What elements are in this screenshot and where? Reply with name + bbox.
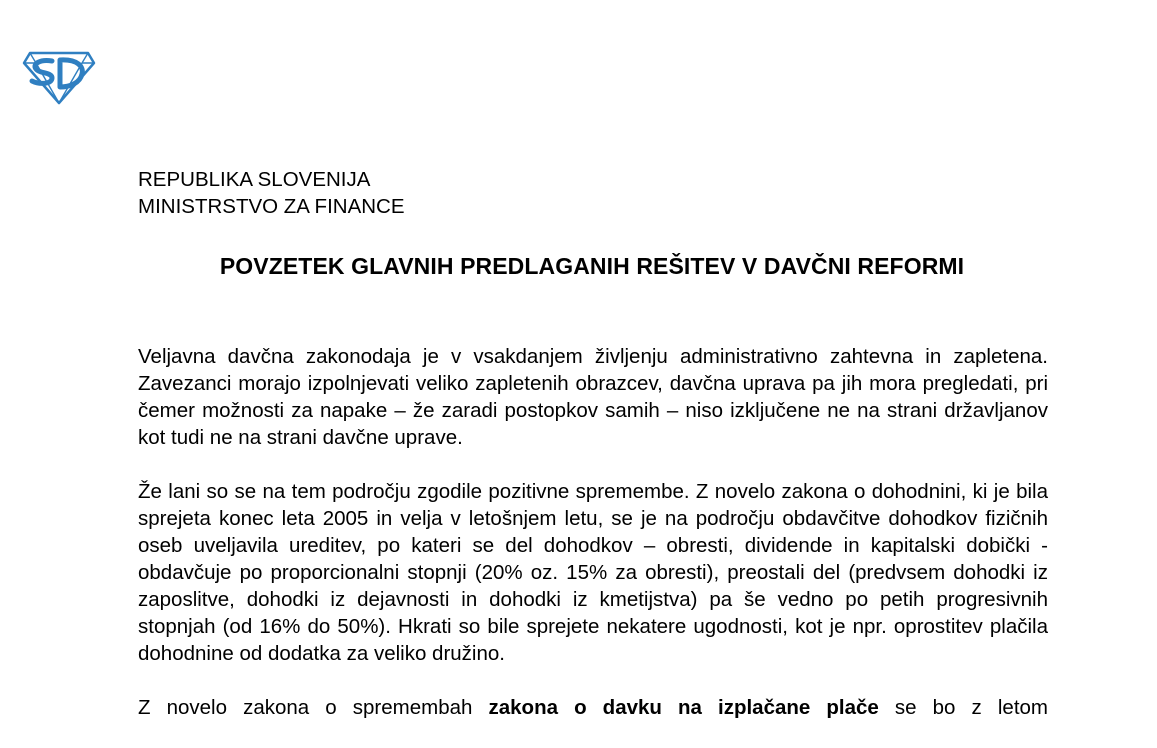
header-republic: REPUBLIKA SLOVENIJA	[138, 168, 371, 191]
paragraph-2: Že lani so se na tem področju zgodile pozitivne spremembe. Z novelo zakona o dohodnini, ki je bila sprejeta konec leta 2005 in velja v letošnjem letu, se je na področju obdavčitve dohodkov fizičnih oseb uveljavila ureditev, po kateri se del dohodkov – obresti, dividende in kapitalski dobički - obdavčuje po proporcionalni stopnji (20% oz. 15% za obresti), preostali del (predvsem dohodki iz zaposlitve, dohodki iz dejavnosti in dohodki iz kmetijstva) pa še vedno po petih progresivnih stopnjah (od 16% do 50%). Hkrati so bile sprejete nekatere ugodnosti, kot je npr. oprostitev plačila dohodnine od dodatka za veliko družino.	[138, 480, 1048, 665]
document-header	[138, 166, 405, 220]
paragraph-3-end: se bo z letom	[878, 696, 1048, 719]
paragraph-1: Veljavna davčna zakonodaja je v vsakdanjem življenju administrativno zahtevna in zapletena. Zavezanci morajo izpolnjevati veliko zapletenih obrazcev, davčna uprava pa jih mora pregledati, pri čemer možnosti za napake – že zaradi postopkov samih – niso izključene ne na strani državljanov kot tudi ne na strani davčne uprave.	[138, 345, 1048, 449]
paragraph-3-bold: zakona o davku na izplačane plače	[488, 696, 879, 719]
document-title: POVZETEK GLAVNIH PREDLAGANIH REŠITEV V DAVČNI REFORMI	[219, 253, 965, 279]
document-body	[138, 343, 1048, 748]
paragraph-3-start: Z novelo zakona o spremembah	[138, 696, 489, 719]
sd-logo-icon	[22, 47, 96, 105]
paragraph-3	[138, 694, 1048, 721]
header-ministry: MINISTRSTVO ZA FINANCE	[138, 195, 405, 218]
